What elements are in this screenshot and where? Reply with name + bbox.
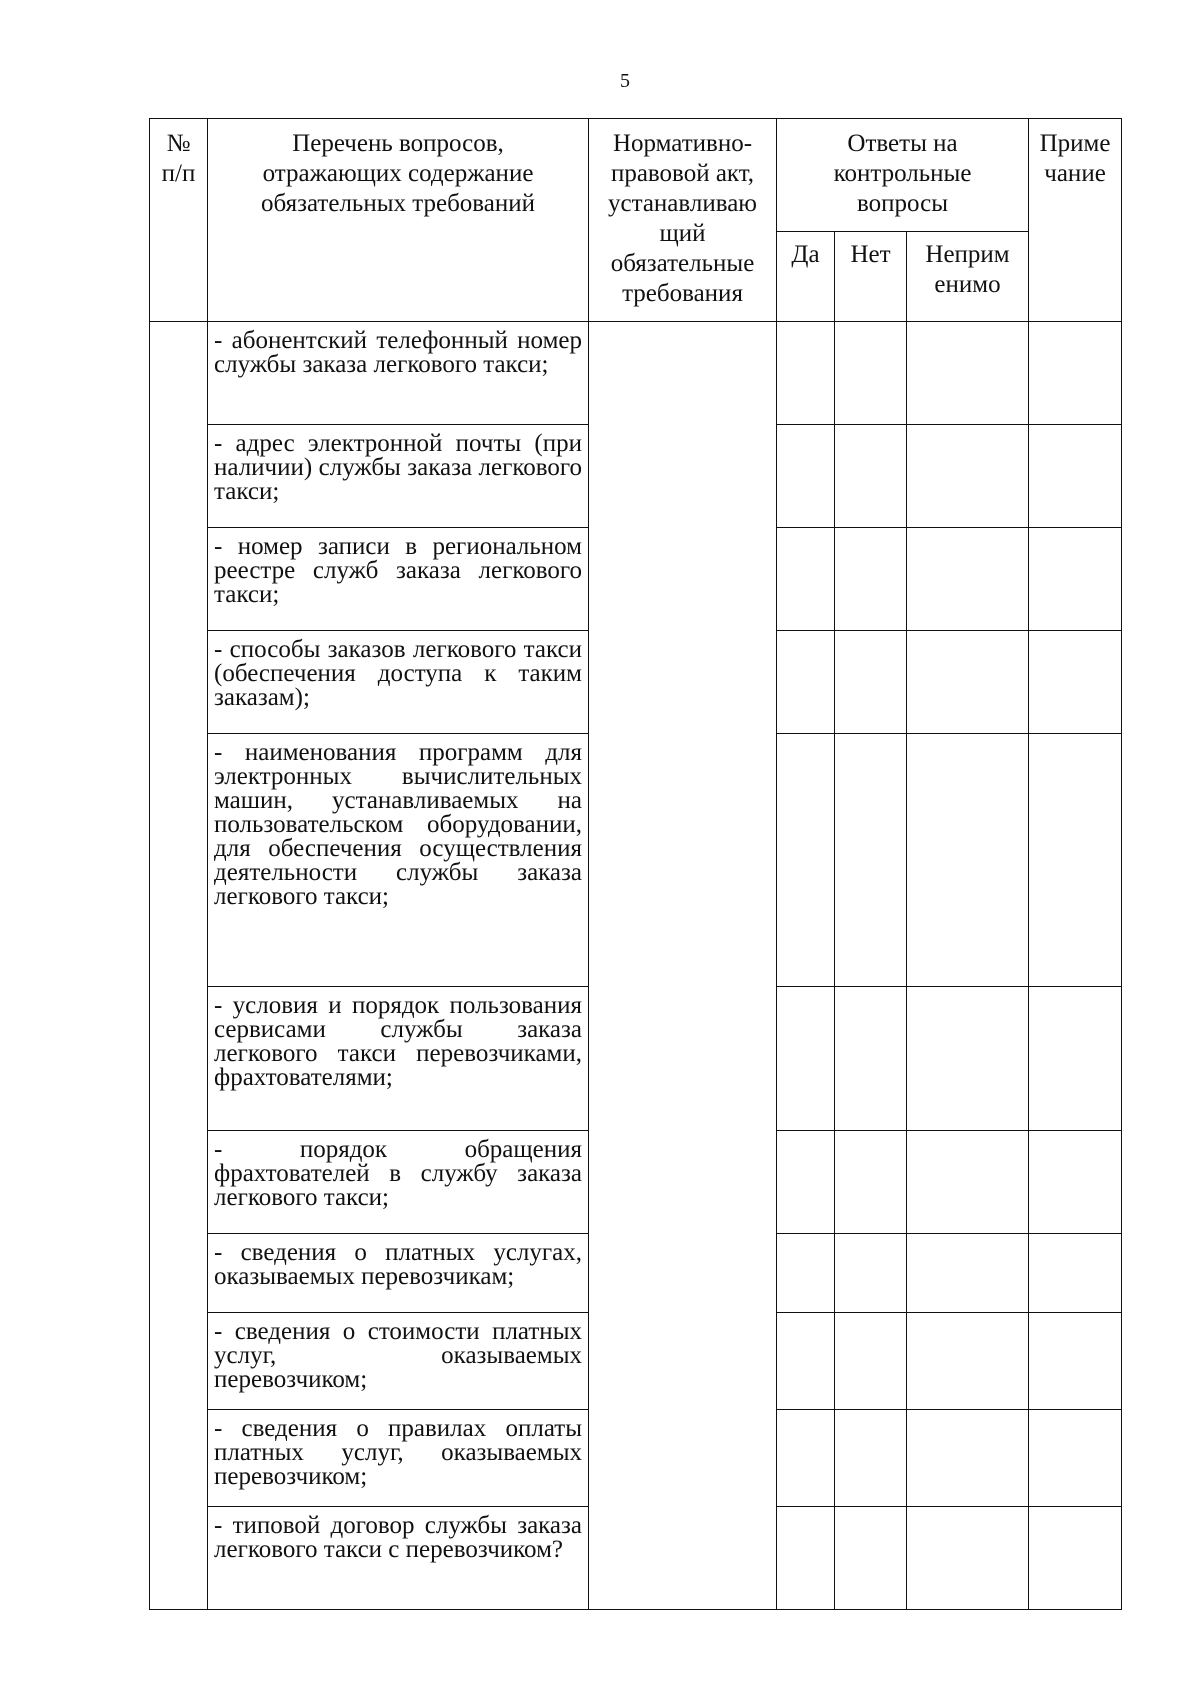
answer-no-cell[interactable] bbox=[835, 425, 907, 528]
answer-na-cell[interactable] bbox=[907, 322, 1029, 425]
answer-yes-cell[interactable] bbox=[777, 1313, 835, 1410]
answer-no-cell[interactable] bbox=[835, 987, 907, 1131]
answer-na-cell[interactable] bbox=[907, 1131, 1029, 1234]
note-cell[interactable] bbox=[1029, 1410, 1122, 1507]
answer-yes-cell[interactable] bbox=[777, 987, 835, 1131]
note-cell[interactable] bbox=[1029, 1507, 1122, 1610]
answer-na-cell[interactable] bbox=[907, 1507, 1029, 1610]
answer-na-cell[interactable] bbox=[907, 1313, 1029, 1410]
answer-yes-cell[interactable] bbox=[777, 1234, 835, 1313]
answer-no-cell[interactable] bbox=[835, 322, 907, 425]
header-no: Нет bbox=[835, 232, 907, 322]
normative-act-cell bbox=[589, 322, 777, 1610]
question-cell: - типовой договор службы заказа легкового такси с перевозчиком? bbox=[208, 1507, 589, 1610]
header-yes: Да bbox=[777, 232, 835, 322]
answer-na-cell[interactable] bbox=[907, 1234, 1029, 1313]
answer-no-cell[interactable] bbox=[835, 1234, 907, 1313]
answer-no-cell[interactable] bbox=[835, 631, 907, 734]
header-note: Приме чание bbox=[1029, 119, 1122, 322]
answer-na-cell[interactable] bbox=[907, 1410, 1029, 1507]
answer-yes-cell[interactable] bbox=[777, 631, 835, 734]
note-cell[interactable] bbox=[1029, 322, 1122, 425]
note-cell[interactable] bbox=[1029, 1313, 1122, 1410]
header-not-applicable: Неприм енимо bbox=[907, 232, 1029, 322]
answer-yes-cell[interactable] bbox=[777, 1507, 835, 1610]
question-cell: - номер записи в региональном реестре служб заказа легкового такси; bbox=[208, 528, 589, 631]
question-cell: - наименования программ для электронных вычислительных машин, устанавливаемых на пользовательском оборудовании, для обеспечения осуществления деятельности службы заказа легкового такси; bbox=[208, 734, 589, 987]
question-cell: - способы заказов легкового такси (обеспечения доступа к таким заказам); bbox=[208, 631, 589, 734]
question-cell: - условия и порядок пользования сервисами службы заказа легкового такси перевозчиками, фрахтователями; bbox=[208, 987, 589, 1131]
question-cell: - абонентский телефонный номер службы заказа легкового такси; bbox=[208, 322, 589, 425]
answer-yes-cell[interactable] bbox=[777, 1131, 835, 1234]
answer-na-cell[interactable] bbox=[907, 528, 1029, 631]
note-cell[interactable] bbox=[1029, 631, 1122, 734]
answer-na-cell[interactable] bbox=[907, 987, 1029, 1131]
answer-yes-cell[interactable] bbox=[777, 1410, 835, 1507]
answer-no-cell[interactable] bbox=[835, 1410, 907, 1507]
question-cell: - порядок обращения фрахтователей в службу заказа легкового такси; bbox=[208, 1131, 589, 1234]
header-normative-act: Нормативно-правовой акт, устанавливаю щий обязательные требования bbox=[589, 119, 777, 322]
answer-yes-cell[interactable] bbox=[777, 322, 835, 425]
answer-yes-cell[interactable] bbox=[777, 425, 835, 528]
header-number: № п/п bbox=[150, 119, 208, 322]
answer-na-cell[interactable] bbox=[907, 425, 1029, 528]
answer-na-cell[interactable] bbox=[907, 631, 1029, 734]
answer-no-cell[interactable] bbox=[835, 528, 907, 631]
note-cell[interactable] bbox=[1029, 1234, 1122, 1313]
note-cell[interactable] bbox=[1029, 987, 1122, 1131]
page-number: 5 bbox=[620, 70, 630, 92]
note-cell[interactable] bbox=[1029, 734, 1122, 987]
answer-na-cell[interactable] bbox=[907, 734, 1029, 987]
answer-yes-cell[interactable] bbox=[777, 528, 835, 631]
note-cell[interactable] bbox=[1029, 1131, 1122, 1234]
question-cell: - сведения о стоимости платных услуг, оказываемых перевозчиком; bbox=[208, 1313, 589, 1410]
question-cell: - сведения о платных услугах, оказываемых перевозчикам; bbox=[208, 1234, 589, 1313]
answer-yes-cell[interactable] bbox=[777, 734, 835, 987]
answer-no-cell[interactable] bbox=[835, 1507, 907, 1610]
checklist-table bbox=[149, 118, 1122, 1610]
note-cell[interactable] bbox=[1029, 425, 1122, 528]
answer-no-cell[interactable] bbox=[835, 1131, 907, 1234]
note-cell[interactable] bbox=[1029, 528, 1122, 631]
answer-no-cell[interactable] bbox=[835, 1313, 907, 1410]
header-questions: Перечень вопросов, отражающих содержание обязательных требований bbox=[208, 119, 589, 322]
answer-no-cell[interactable] bbox=[835, 734, 907, 987]
number-cell bbox=[150, 322, 208, 1610]
question-cell: - адрес электронной почты (при наличии) службы заказа легкового такси; bbox=[208, 425, 589, 528]
question-cell: - сведения о правилах оплаты платных услуг, оказываемых перевозчиком; bbox=[208, 1410, 589, 1507]
header-answers: Ответы на контрольные вопросы bbox=[777, 119, 1029, 232]
